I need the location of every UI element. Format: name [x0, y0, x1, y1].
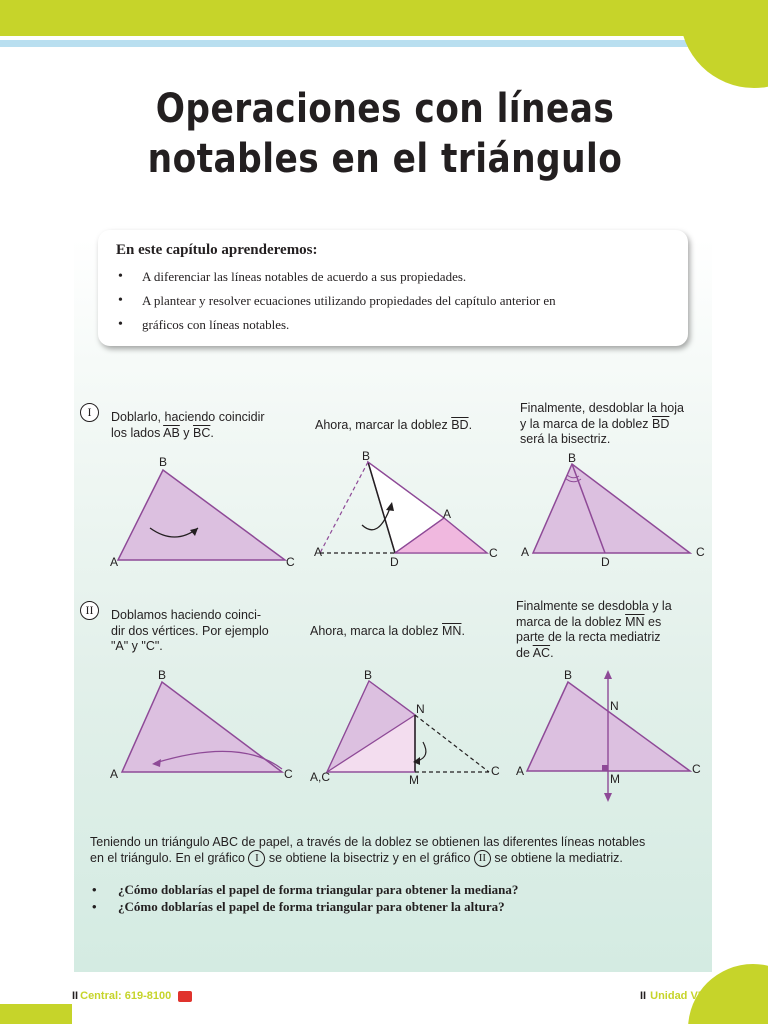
- vertex-label-n: N: [610, 699, 619, 713]
- arrow-head-up: [604, 670, 612, 679]
- triangle-abc: [122, 682, 282, 772]
- learn-heading: En este capítulo aprenderemos:: [116, 242, 318, 258]
- page-title: [106, 84, 665, 184]
- segment-bd: $\overline{BD}$: [451, 418, 469, 432]
- vertex-label-a: A: [443, 507, 452, 521]
- vertex-label-b: B: [564, 668, 573, 682]
- text-line: [111, 426, 265, 442]
- text-span: marca de la doblez: [516, 614, 626, 629]
- vertex-label-d: D: [601, 555, 610, 569]
- step2-text-c: [516, 599, 672, 661]
- figure-ref-1: I: [248, 850, 265, 867]
- learning-objectives-box: [98, 230, 688, 346]
- step1-text-a: [111, 410, 265, 441]
- vertex-label-m: M: [409, 773, 419, 787]
- triangle-abc: [118, 470, 285, 560]
- footer-bars: II: [640, 990, 647, 1002]
- segment-ac: $\overline{AC}$: [532, 645, 551, 660]
- segment-mn: $\overline{MN}$: [625, 614, 645, 629]
- step-number-2: II: [80, 601, 99, 620]
- segment-mn: $\overline{MN}$: [442, 624, 462, 638]
- vertex-label-b: B: [364, 668, 373, 682]
- vertex-label-c: C: [692, 762, 701, 776]
- text-line: será la bisectriz.: [520, 432, 611, 446]
- right-angle-mark: [602, 765, 608, 771]
- question-2: • ¿Cómo doblarías el papel de forma triangular para obtener la altura?: [90, 899, 505, 915]
- vertex-label-b: B: [568, 451, 577, 465]
- footer-unit: [640, 990, 701, 1002]
- text-span: en el triángulo. En el gráfico: [90, 851, 249, 865]
- text-line: "A" y "C".: [111, 639, 163, 653]
- vertex-label-a: A: [521, 545, 530, 559]
- footer-central: [72, 990, 192, 1002]
- text-span: .: [550, 645, 554, 660]
- text-span: y: [179, 425, 194, 440]
- vertex-label-c: C: [489, 546, 498, 560]
- text-line: Finalmente, desdoblar la hoja: [520, 401, 684, 415]
- top-green-band: [0, 0, 768, 36]
- segment-ab: $\overline{AB}$: [163, 425, 180, 440]
- question-1: • ¿Cómo doblarías el papel de forma triangular para obtener la mediana?: [90, 882, 518, 898]
- triangle-abc: [533, 464, 690, 553]
- learn-item: • A diferenciar las líneas notables de acuerdo a sus propiedades.: [116, 265, 670, 289]
- figure-1b-triangle: [312, 450, 512, 580]
- vertex-label-b: B: [158, 668, 167, 682]
- figure-2b-triangle: [305, 665, 505, 790]
- text-line: dir dos vértices. Por ejemplo: [111, 623, 269, 638]
- step1-text-b: [315, 418, 472, 434]
- vertex-label-a: A: [110, 767, 119, 781]
- text-line: Doblarlo, haciendo coincidir: [111, 410, 265, 424]
- step-number-1: I: [80, 403, 99, 422]
- central-phone: Central: 619-8100: [80, 990, 172, 1002]
- text-span: y la marca de la doblez: [520, 416, 653, 431]
- text-span: .: [210, 425, 214, 440]
- vertex-label-d: D: [390, 555, 399, 569]
- text-span: Ahora, marca la doblez: [310, 624, 443, 638]
- text-span: .: [461, 624, 465, 638]
- vertex-label-n: N: [416, 702, 425, 716]
- text-line: Teniendo un triángulo ABC de papel, a través de la doblez se obtienen las diferentes líneas notables: [90, 835, 646, 849]
- text-span: .: [468, 418, 473, 432]
- figure-1c-triangle: [515, 450, 715, 580]
- arrow-head-down: [604, 793, 612, 802]
- top-blue-band: [0, 40, 712, 47]
- text-line: [520, 417, 684, 433]
- footer-bars: II: [72, 990, 79, 1002]
- vertex-label-c: C: [696, 545, 705, 559]
- text-span: los lados: [111, 425, 164, 440]
- segment-bc: $\overline{BC}$: [193, 425, 211, 440]
- text-span: Ahora, marcar la doblez: [315, 418, 452, 432]
- learn-item-text: gráficos con líneas notables.: [142, 317, 290, 332]
- learn-item-continued: [116, 313, 670, 337]
- figure-1a-triangle: [100, 450, 310, 580]
- vertex-label-b: B: [159, 455, 168, 469]
- explanation-paragraph: [90, 834, 710, 867]
- figure-ref-2: II: [474, 850, 491, 867]
- corner-decoration: [680, 0, 768, 88]
- fold-arrow: [417, 742, 426, 761]
- vertex-label-a: A: [516, 764, 525, 778]
- text-span: se obtiene la mediatriz.: [490, 851, 623, 865]
- text-span: se obtiene la bisectriz y en el gráfico: [265, 851, 474, 865]
- text-line: Doblamos haciendo coinci-: [111, 608, 262, 622]
- text-line: Finalmente se desdobla y la: [516, 599, 672, 613]
- segment-bd: $\overline{BD}$: [652, 416, 670, 431]
- learn-item: • A plantear y resolver ecuaciones utilizando propiedades del capítulo anterior en: [116, 289, 670, 313]
- text-line: [516, 646, 672, 662]
- step1-text-c: [520, 401, 684, 448]
- text-span: de: [516, 645, 533, 660]
- vertex-label-a: A: [110, 555, 119, 569]
- dashed-side: [415, 715, 489, 772]
- step2-text-a: [111, 608, 269, 655]
- text-line: parte de la recta mediatriz: [516, 630, 661, 644]
- title-line-1: Operaciones con líneas: [155, 86, 615, 132]
- text-line: [90, 850, 710, 867]
- figure-2a-triangle: [100, 665, 310, 790]
- vertex-label-c: C: [286, 555, 295, 569]
- title-line-2: notables en el triángulo: [147, 136, 623, 182]
- dashed-side-ab: [320, 462, 368, 553]
- text-line: [516, 615, 672, 631]
- vertex-label-ac: A,C: [310, 770, 331, 784]
- unit-label: Unidad VI: [650, 990, 701, 1002]
- footer-left-strip: [0, 1004, 72, 1024]
- vertex-label-c: C: [284, 767, 293, 781]
- vertex-label-b: B: [362, 449, 371, 463]
- step2-text-b: [310, 624, 465, 640]
- phone-icon: [178, 991, 192, 1002]
- vertex-label-a-original: A: [314, 545, 323, 559]
- vertex-label-m: M: [610, 772, 620, 786]
- vertex-label-c: C: [491, 764, 500, 778]
- figure-2c-triangle: [510, 665, 710, 805]
- text-span: es: [644, 614, 662, 629]
